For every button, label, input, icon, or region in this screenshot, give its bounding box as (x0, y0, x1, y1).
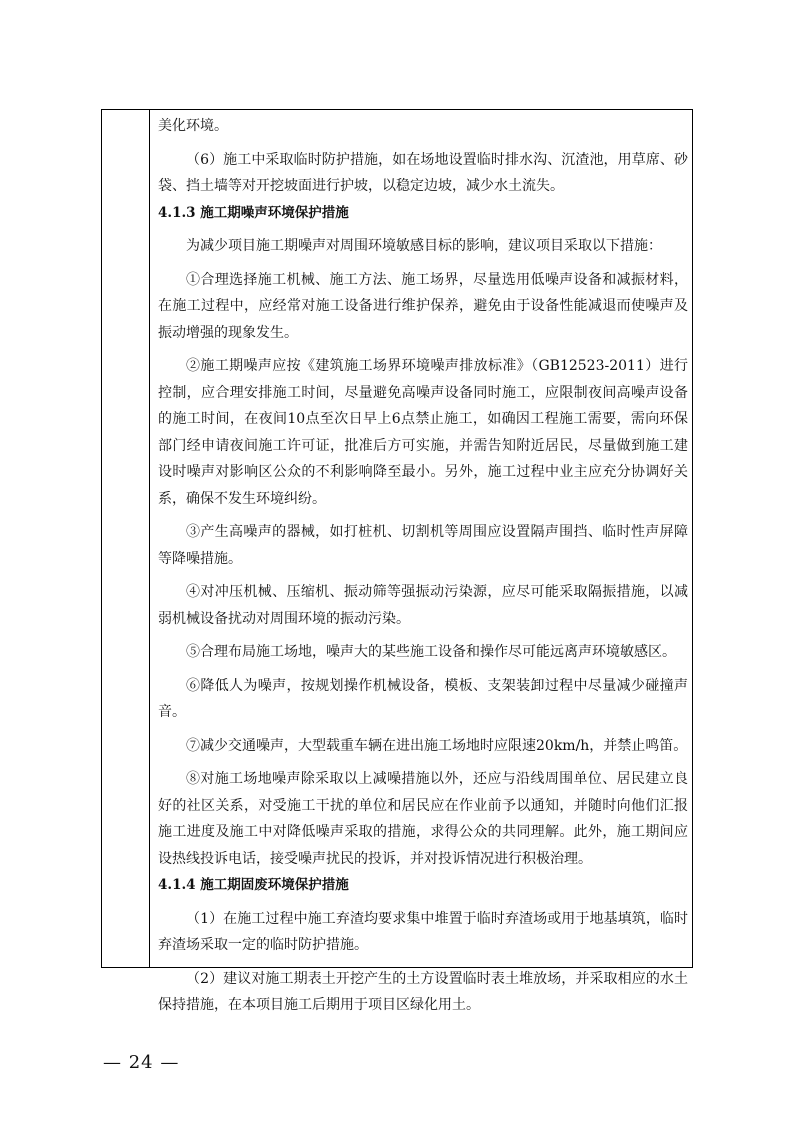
paragraph-9: ⑦减少交通噪声，大型载重车辆在进出施工场地时应限速20km/h，并禁止鸣笛。 (186, 737, 688, 754)
paragraph-0: 美化环境。 (158, 118, 228, 134)
heading-4-1-4: 4.1.4 施工期固废环境保护措施 (158, 877, 349, 893)
table-left-column (102, 110, 150, 967)
paragraph-8: ⑥降低人为噪声，按规划操作机械设备，模板、支架装卸过程中尽量减少碰撞声音。 (158, 677, 688, 720)
page-number: — 24 — (103, 1052, 180, 1073)
heading-4-1-3: 4.1.3 施工期噪声环境保护措施 (158, 204, 349, 221)
paragraph-2: 为减少项目施工期噪声对周围环境敏感目标的影响，建议项目采取以下措施： (186, 238, 662, 254)
paragraph-7: ⑤合理布局施工场地，噪声大的某些施工设备和操作尽可能远离声环境敏感区。 (186, 644, 676, 660)
paragraph-4: ②施工期噪声应按《建筑施工场界环境噪声排放标准》（GB12523-2011）进行控制，应合理安排施工时间，尽量避免高噪声设备同时施工，应限制夜间高噪声设备的施工时间，在夜间10点至次日早上6点禁止施工，如确因工程施工需要，需向环保部门经申请夜间施工许可证，批准后方可实施，并需告知附近居民，尽量做到施工建设时噪声对影响区公众的不利影响降至最小。另外，施工过程中业主应充分协调好关系，确保不发生环境纠纷。 (158, 358, 688, 507)
content-table (101, 109, 693, 1013)
paragraph-3: ①合理选择施工机械、施工方法、施工场界，尽量选用低噪声设备和减振材料，在施工过程中，应经常对施工设备进行维护保养，避免由于设备性能减退而使噪声及振动增强的现象发生。 (158, 271, 688, 341)
paragraph-5: ③产生高噪声的器械，如打桩机、切割机等周围应设置隔声围挡、临时性声屏障等降噪措施。 (158, 524, 688, 567)
paragraph-6: ④对冲压机械、压缩机、振动筛等强振动污染源，应尽可能采取隔振措施，以减弱机械设备扰动对周围环境的振动污染。 (158, 584, 688, 627)
paragraph-1: （6）施工中采取临时防护措施，如在场地设置临时排水沟、沉渣池，用草席、砂袋、挡土墙等对开挖坡面进行护坡，以稳定边坡，减少水土流失。 (158, 151, 688, 194)
paragraph-12: （2）建议对施工期表土开挖产生的土方设置临时表土堆放场，并采取相应的水土保持措施，在本项目施工后期用于项目区绿化用土。 (158, 970, 688, 1013)
paragraph-11: （1）在施工过程中施工弃渣均要求集中堆置于临时弃渣场或用于地基填筑，临时弃渣场采取一定的临时防护措施。 (158, 910, 688, 953)
table-content-cell (158, 110, 688, 1019)
paragraph-10: ⑧对施工场地噪声除采取以上减噪措施以外，还应与沿线周围单位、居民建立良好的社区关系，对受施工干扰的单位和居民应在作业前予以通知，并随时向他们汇报施工进度及施工中对降低噪声采取的措施，求得公众的共同理解。此外，施工期间应设热线投诉电话，接受噪声扰民的投诉，并对投诉情况进行积极治理。 (158, 771, 688, 867)
